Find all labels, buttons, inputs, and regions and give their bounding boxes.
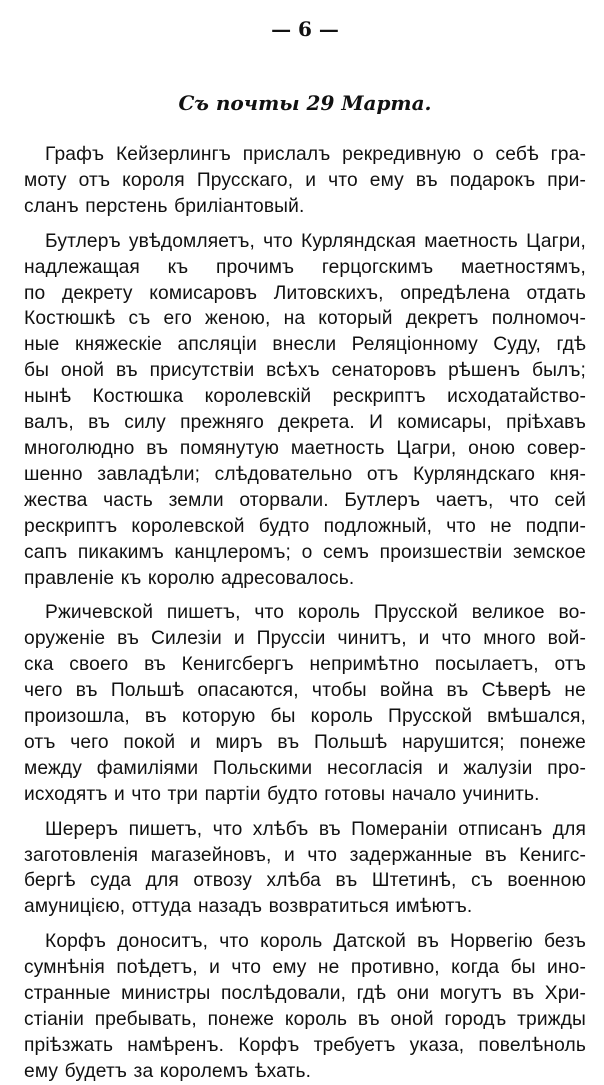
body-text	[24, 142, 586, 1085]
text-line: сумнѣнія поѣдетъ, и что ему не противно, когда бы ино-	[24, 957, 586, 979]
text-line: ска своего въ Кенигсбергъ непримѣтно посылаетъ, отъ	[24, 654, 586, 676]
text-line: стіаніи пребывать, понеже король въ оной городъ трижды	[24, 1009, 586, 1030]
section-heading: Съ почты 29 Марта.	[178, 91, 432, 115]
text-line: оруженіе въ Силезіи и Пруссіи чинитъ, и что много вой-	[24, 628, 586, 650]
text-line: бергѣ суда для отвозу хлѣба въ Штетинѣ, съ военною	[24, 870, 586, 892]
paragraph	[24, 229, 586, 592]
text-line: сапъ пикакимъ канцлеромъ; о семъ произшествіи земское	[24, 541, 586, 563]
page-number: — 6 —	[271, 17, 339, 41]
text-line: заготовленія магазейновъ, и что задержанные въ Кенигс-	[24, 844, 586, 866]
text-line: бы оной въ присутствіи всѣхъ сенаторовъ рѣшенъ былъ;	[24, 360, 586, 382]
text-line: чего въ Польшѣ опасаются, чтобы война въ Сѣверѣ не	[24, 680, 586, 702]
paragraph	[24, 817, 586, 921]
text-line: произошла, въ которую бы король Прусской вмѣшался,	[24, 706, 586, 728]
text-line: Шереръ пишетъ, что хлѣбъ въ Помераніи отписанъ для	[45, 818, 586, 840]
text-line: Костюшкѣ съ его женою, на который декретъ полномоч-	[24, 308, 586, 330]
text-line: нынѣ Костюшка королевскій рескриптъ исходатайство-	[24, 386, 586, 408]
text-line: многолюдно въ помянутую маетность Цагри, оною совер-	[24, 437, 586, 459]
text-line: отъ чего покой и миръ въ Польшѣ нарушится; понеже	[24, 731, 586, 753]
text-line: Ржичевской пишетъ, что король Прусской великое во-	[45, 602, 586, 624]
text-line: Графъ Кейзерлингъ прислалъ рекредивную о себѣ гра-	[45, 144, 586, 165]
text-line: амуницією, оттуда назадъ возвратиться имѣютъ.	[24, 896, 473, 918]
text-line: надлежащая къ прочимъ герцогскимъ маетностямъ,	[24, 256, 586, 278]
text-line: странные министры послѣдовали, гдѣ они могутъ въ Хри-	[24, 983, 586, 1005]
text-line: рескриптъ королевской будто подложный, что не подпи-	[24, 515, 586, 537]
text-line: Бутлеръ увѣдомляетъ, что Курляндская маетность Цагри,	[45, 230, 586, 252]
text-line: моту отъ короля Прусскаго, и что ему въ подарокъ при-	[24, 169, 586, 191]
text-line: правленіе къ королю адресовалось.	[24, 567, 355, 589]
text-line: жества часть земли оторвали. Бутлеръ чаетъ, что сей	[24, 489, 586, 511]
text-line: исходятъ и что три партіи будто готовы начало учинить.	[24, 783, 540, 805]
paragraph	[24, 929, 586, 1084]
text-line: ные княжескіе апсляціи внесли Реляціонному Суду, гдѣ	[24, 334, 586, 356]
text-line: между фамиліями Польскими несогласія и жалузіи про-	[24, 757, 586, 779]
text-line: ему будетъ за королемъ ѣхать.	[24, 1060, 312, 1082]
text-line: валъ, въ силу прежняго декрета. И комисары, пріѣхавъ	[24, 412, 586, 434]
text-line: шенно завладѣли; слѣдовательно отъ Курляндскаго кня-	[24, 463, 586, 485]
paragraph	[24, 600, 586, 807]
text-line: по декрету комисаровъ Литовскихъ, опредѣлена отдать	[24, 282, 586, 304]
text-line: Корфъ доноситъ, что король Датской въ Норвегію безъ	[45, 931, 586, 953]
text-line: сланъ перстень бриліантовый.	[24, 195, 305, 217]
paragraph	[24, 142, 586, 220]
text-line: пріѣзжать намѣренъ. Корфъ требуетъ указа, повелѣноль	[24, 1034, 586, 1056]
